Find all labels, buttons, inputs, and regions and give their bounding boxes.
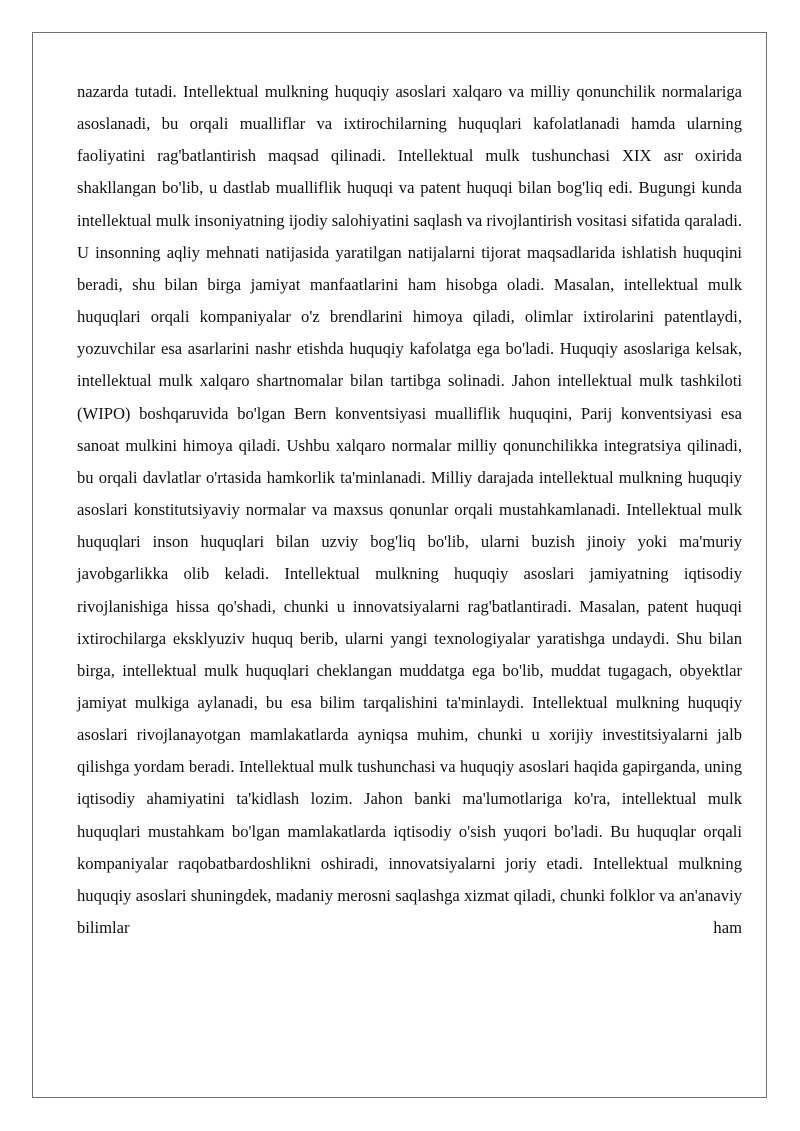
body-paragraph: nazarda tutadi. Intellektual mulkning huquqiy asoslari xalqaro va milliy qonunchilik normalariga asoslanadi, bu orqali mualliflar va ixtirochilarning huquqlari kafolatlanadi hamda ularning faoliyatini rag'batlantirish maqsad qilinadi. Intellektual mulk tushunchasi XIX asr oxirida shakllangan bo'lib, u dastlab mualliflik huquqi va patent huquqi bilan bog'liq edi. Bugungi kunda intellektual mulk insoniyatning ijodiy salohiyatini saqlash va rivojlantirish vositasi sifatida qaraladi. U insonning aqliy mehnati natijasida yaratilgan natijalarni tijorat maqsadlarida ishlatish huquqini beradi, shu bilan birga jamiyat manfaatlarini ham hisobga oladi. Masalan, intellektual mulk huquqlari orqali kompaniyalar o'z brendlarini himoya qiladi, olimlar ixtirolarini patentlaydi, yozuvchilar esa asarlarini nashr etishda huquqiy kafolatga ega bo'ladi. Huquqiy asoslariga kelsak, intellektual mulk xalqaro shartnomalar bilan tartibga solinadi. Jahon intellektual mulk tashkiloti (WIPO) boshqaruvida bo'lgan Bern konventsiyasi mualliflik huquqini, Parij konventsiyasi esa sanoat mulkini himoya qiladi. Ushbu xalqaro normalar milliy qonunchilikka integratsiya qilinadi, bu orqali davlatlar o'rtasida hamkorlik ta'minlanadi. Milliy darajada intellektual mulkning huquqiy asoslari konstitutsiyaviy normalar va maxsus qonunlar orqali mustahkamlanadi. Intellektual mulk huquqlari inson huquqlari bilan uzviy bog'liq bo'lib, ularni buzish jinoiy yoki ma'muriy javobgarlikka olib keladi. Intellektual mulkning huquqiy asoslari jamiyatning iqtisodiy rivojlanishiga hissa qo'shadi, chunki u innovatsiyalarni rag'batlantiradi. Masalan, patent huquqi ixtirochilarga eksklyuziv huquq berib, ularni yangi texnologiyalar yaratishga undaydi. Shu bilan birga, intellektual mulk huquqlari cheklangan muddatga ega bo'lib, muddat tugagach, obyektlar jamiyat mulkiga aylanadi, bu esa bilim tarqalishini ta'minlaydi. Intellektual mulkning huquqiy asoslari rivojlanayotgan mamlakatlarda ayniqsa muhim, chunki u xorijiy investitsiyalarni jalb qilishga yordam beradi. Intellektual mulk tushunchasi va huquqiy asoslari haqida gapirganda, uning iqtisodiy ahamiyatini ta'kidlash lozim. Jahon banki ma'lumotlariga ko'ra, intellektual mulk huquqlari mustahkam bo'lgan mamlakatlarda iqtisodiy o'sish yuqori bo'ladi. Bu huquqlar orqali kompaniyalar raqobatbardoshlikni oshiradi, innovatsiyalarni joriy etadi. Intellektual mulkning huquqiy asoslari shuningdek, madaniy merosni saqlashga xizmat qiladi, chunki folklor va an'anaviy bilimlar ham — [77, 82, 742, 938]
page-frame — [32, 32, 767, 1098]
